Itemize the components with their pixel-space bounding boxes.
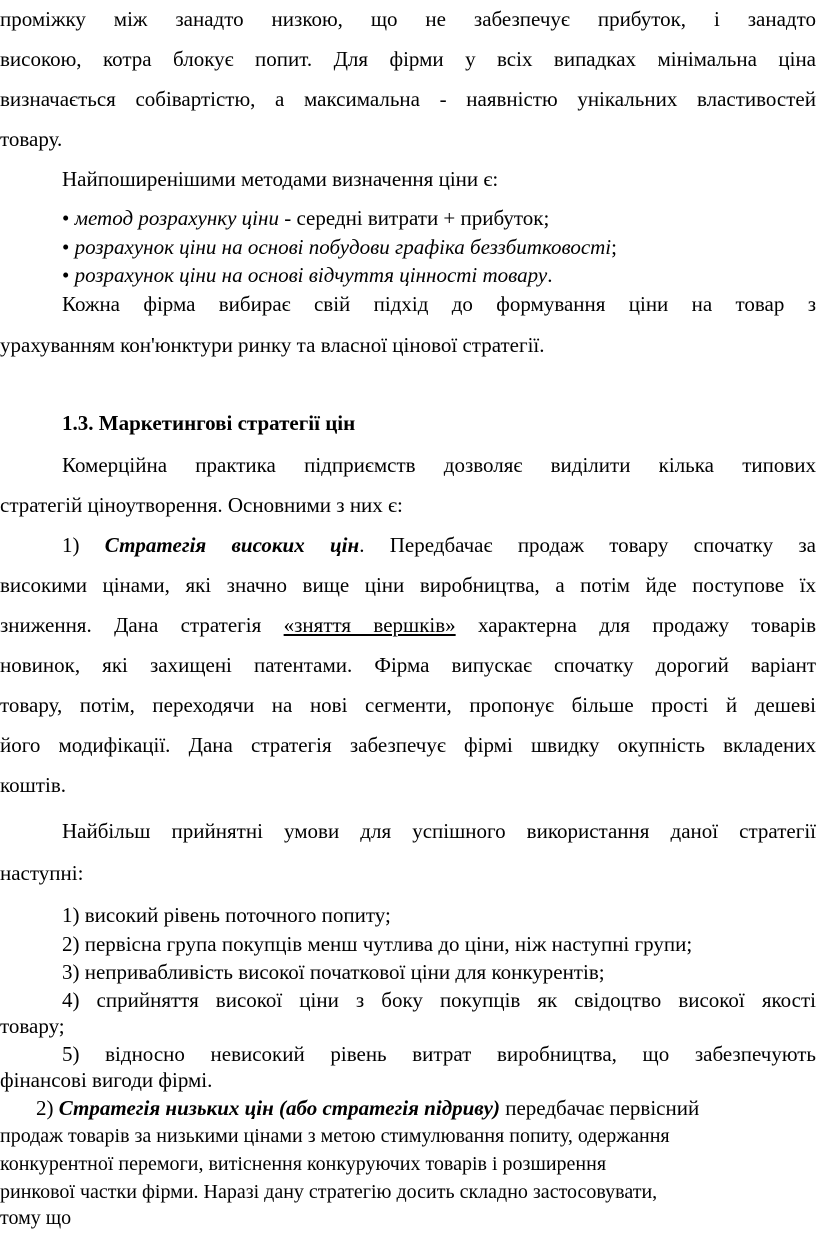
section-heading: 1.3. Маркетингові стратегії цін [62, 411, 356, 435]
paragraph-line: Комерційна практика підприємств дозволяє виділити кілька типових [62, 453, 816, 477]
bullet-text: . [547, 263, 553, 287]
bullet-marker: • [62, 206, 75, 230]
paragraph-line: його модифікації. Дана стратегія забезпечує фірмі швидку окупність вкладених [0, 733, 816, 757]
paragraph-line: визначається собівартістю, а максимальна - наявністю унікальних властивостей [0, 87, 816, 111]
paragraph-line: коштів. [0, 773, 66, 797]
paragraph-line: зниження. Дана стратегія «зняття вершків» характерна для продажу товарів [0, 613, 816, 637]
bullet-text: - середні витрати + прибуток; [278, 206, 550, 230]
bullet-term: розрахунок ціни на основі побудови графіка беззбитковості [74, 235, 612, 259]
paragraph-line: товару. [0, 127, 63, 151]
paragraph-line: ринкової частки фірми. Наразі дану стратегію досить складно застосовувати, [0, 1181, 658, 1203]
strategy-title: Стратегія високих цін [104, 533, 360, 557]
condition-item: 4) сприйняття високої ціни з боку покупців як свідоцтво високої якості [62, 988, 816, 1012]
strategy-title: Стратегія низьких цін (або стратегія підриву) [58, 1096, 500, 1120]
strategy-text: передбачає первісний [500, 1096, 700, 1120]
paragraph-line: тому що [0, 1207, 72, 1229]
paragraph-line: високими цінами, які значно вище ціни виробництва, а потім йде поступове їх [0, 573, 816, 597]
condition-item: 1) високий рівень поточного попиту; [62, 903, 391, 927]
paragraph-line: стратегій ціноутворення. Основними з них є: [0, 493, 403, 517]
bullet-term: метод розрахунку ціни [74, 206, 279, 230]
paragraph-line: Найбільш прийнятні умови для успішного використання даної стратегії [62, 819, 816, 843]
bullet-item [0, 203, 816, 233]
paragraph-line: високою, котра блокує попит. Для фірми у всіх випадках мінімальна ціна [0, 47, 816, 71]
bullet-marker: • [62, 235, 75, 259]
paragraph-line: конкурентної перемоги, витіснення конкуруючих товарів і розширення [0, 1153, 607, 1175]
condition-item: 5) відносно невисокий рівень витрат виробництва, що забезпечують [62, 1042, 816, 1066]
strategy-item [0, 1093, 816, 1123]
condition-item-cont: товару; [0, 1014, 65, 1038]
paragraph-line: наступні: [0, 861, 84, 885]
strategy-number: 2) [36, 1096, 59, 1120]
quoted-term: «зняття вершків» [283, 613, 456, 637]
strategy-text: . Передбачає продаж товару спочатку за [359, 533, 816, 557]
bullet-item [0, 232, 816, 262]
condition-item: 3) непривабливість високої початкової ціни для конкурентів; [62, 960, 605, 984]
condition-item-cont: фінансові вигоди фірмі. [0, 1068, 213, 1092]
strategy-item [0, 530, 816, 560]
paragraph-line: Найпоширенішими методами визначення ціни є: [62, 167, 499, 191]
bullet-item [0, 260, 816, 290]
paragraph-line: новинок, які захищені патентами. Фірма випускає спочатку дорогий варіант [0, 653, 816, 677]
paragraph-line: проміжку між занадто низкою, що не забезпечує прибуток, і занадто [0, 7, 816, 31]
paragraph-line: урахуванням кон'юнктури ринку та власної цінової стратегії. [0, 333, 545, 357]
strategy-number: 1) [62, 533, 105, 557]
bullet-text: ; [611, 235, 617, 259]
bullet-term: розрахунок ціни на основі відчуття цінності товару [74, 263, 548, 287]
paragraph-line: товару, потім, переходячи на нові сегменти, пропонує більше прості й дешеві [0, 693, 816, 717]
bullet-marker: • [62, 263, 75, 287]
condition-item: 2) первісна група покупців менш чутлива до ціни, ніж наступні групи; [62, 932, 693, 956]
paragraph-line: продаж товарів за низькими цінами з метою стимулювання попиту, одержання [0, 1125, 670, 1147]
paragraph-line: Кожна фірма вибирає свій підхід до формування ціни на товар з [62, 292, 816, 316]
